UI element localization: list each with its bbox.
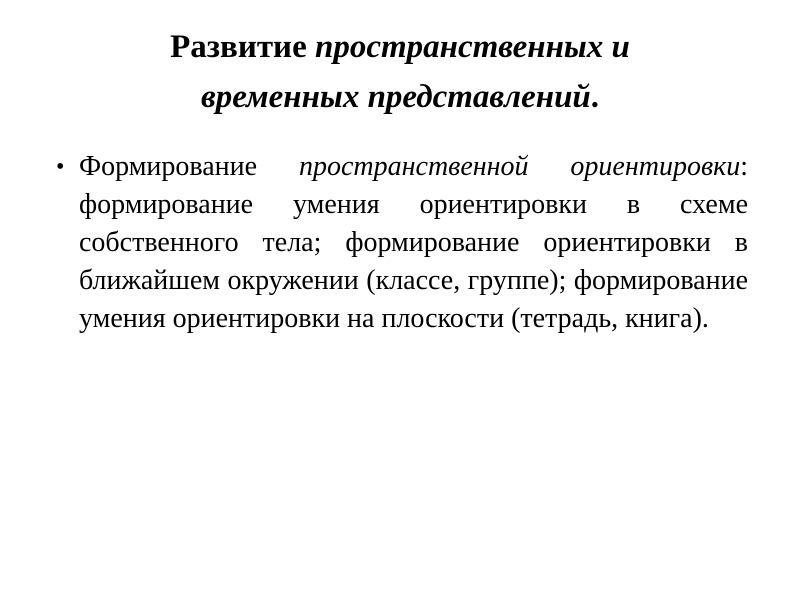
bullet-icon: • [56,154,65,180]
title-italic-line1: пространственных и [314,29,630,65]
bullet-item [56,148,748,338]
slide-title [60,22,740,122]
bullet-lead-text: Формирование [79,151,299,182]
title-italic-line2: временных представлений [200,79,591,115]
bullet-rest-text: : формирование умения ориентировки в схеме собственного тела; формирование ориентировки в ближайшем окружении (классе, группе); формирование умения ориентировки на плоскости (тетрадь, книга). [79,151,749,334]
bullet-italic-term: пространственной ориентировки [298,151,741,182]
title-plain: Развитие [170,29,315,65]
bullet-list [56,148,748,338]
title-period: . [590,79,600,115]
